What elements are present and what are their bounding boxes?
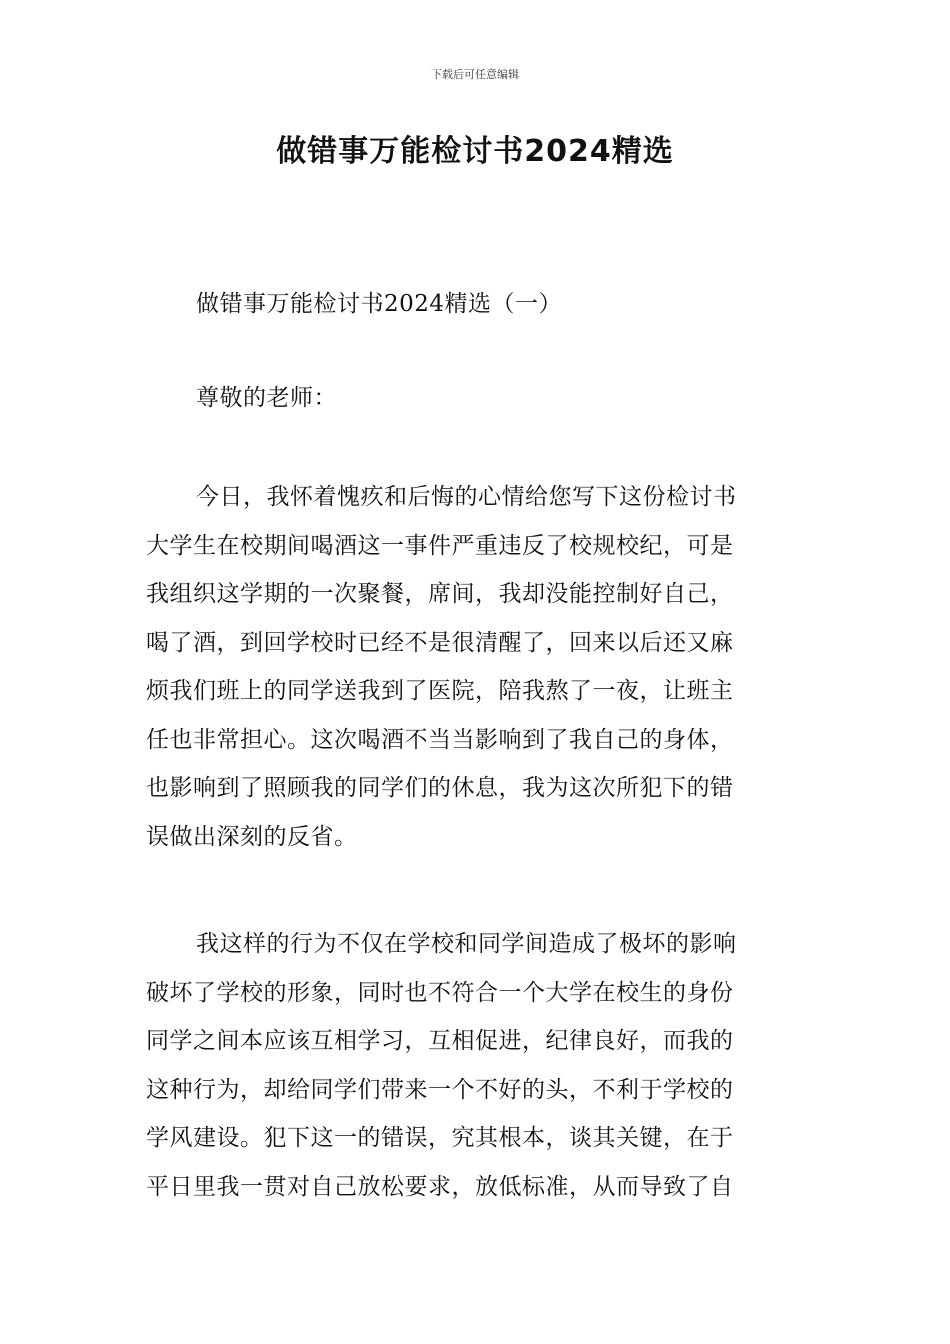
paragraph-line: 平日里我一贯对自己放松要求，放低标准，从而导致了自 (146, 1173, 734, 1200)
paragraph-line: 烦我们班上的同学送我到了医院，陪我熬了一夜，让班主 (146, 678, 734, 704)
paragraph-line: 任也非常担心。这次喝酒不当当影响到了我自己的身体， (146, 726, 734, 753)
paragraph-line: 喝了酒，到回学校时已经不是很清醒了，回来以后还又麻 (146, 629, 734, 656)
section-heading: 做错事万能检讨书2024精选（一） (196, 291, 563, 317)
salutation-block (146, 374, 806, 423)
paragraph-line: 我这样的行为不仅在学校和同学间造成了极坏的影响 (196, 931, 737, 957)
paragraph-line: 大学生在校期间喝酒这一事件严重违反了校规校纪，可是 (146, 532, 734, 559)
paragraph-2 (146, 920, 806, 1211)
paragraph-line: 破坏了学校的形象，同时也不符合一个大学在校生的身份 (146, 979, 734, 1006)
paragraph-line: 今日，我怀着愧疚和后悔的心情给您写下这份检讨书 (196, 484, 737, 510)
paragraph-line: 这种行为，却给同学们带来一个不好的头，不利于学校的 (146, 1076, 734, 1103)
paragraph-line: 同学之间本应该互相学习，互相促进，纪律良好，而我的 (146, 1028, 734, 1054)
section-heading-block (146, 280, 806, 329)
paragraph-1 (146, 473, 806, 861)
document-title: 做错事万能检讨书2024精选 (276, 134, 674, 169)
salutation: 尊敬的老师： (196, 385, 337, 411)
page-header-note: 下载后可任意编辑 (431, 68, 519, 81)
paragraph-line: 也影响到了照顾我的同学们的休息，我为这次所犯下的错 (146, 775, 734, 801)
paragraph-line: 误做出深刻的反省。 (146, 823, 358, 850)
paragraph-line: 我组织这学期的一次聚餐，席间，我却没能控制好自己， (146, 581, 734, 607)
paragraph-line: 学风建设。犯下这一的错误，究其根本，谈其关键，在于 (146, 1125, 734, 1151)
